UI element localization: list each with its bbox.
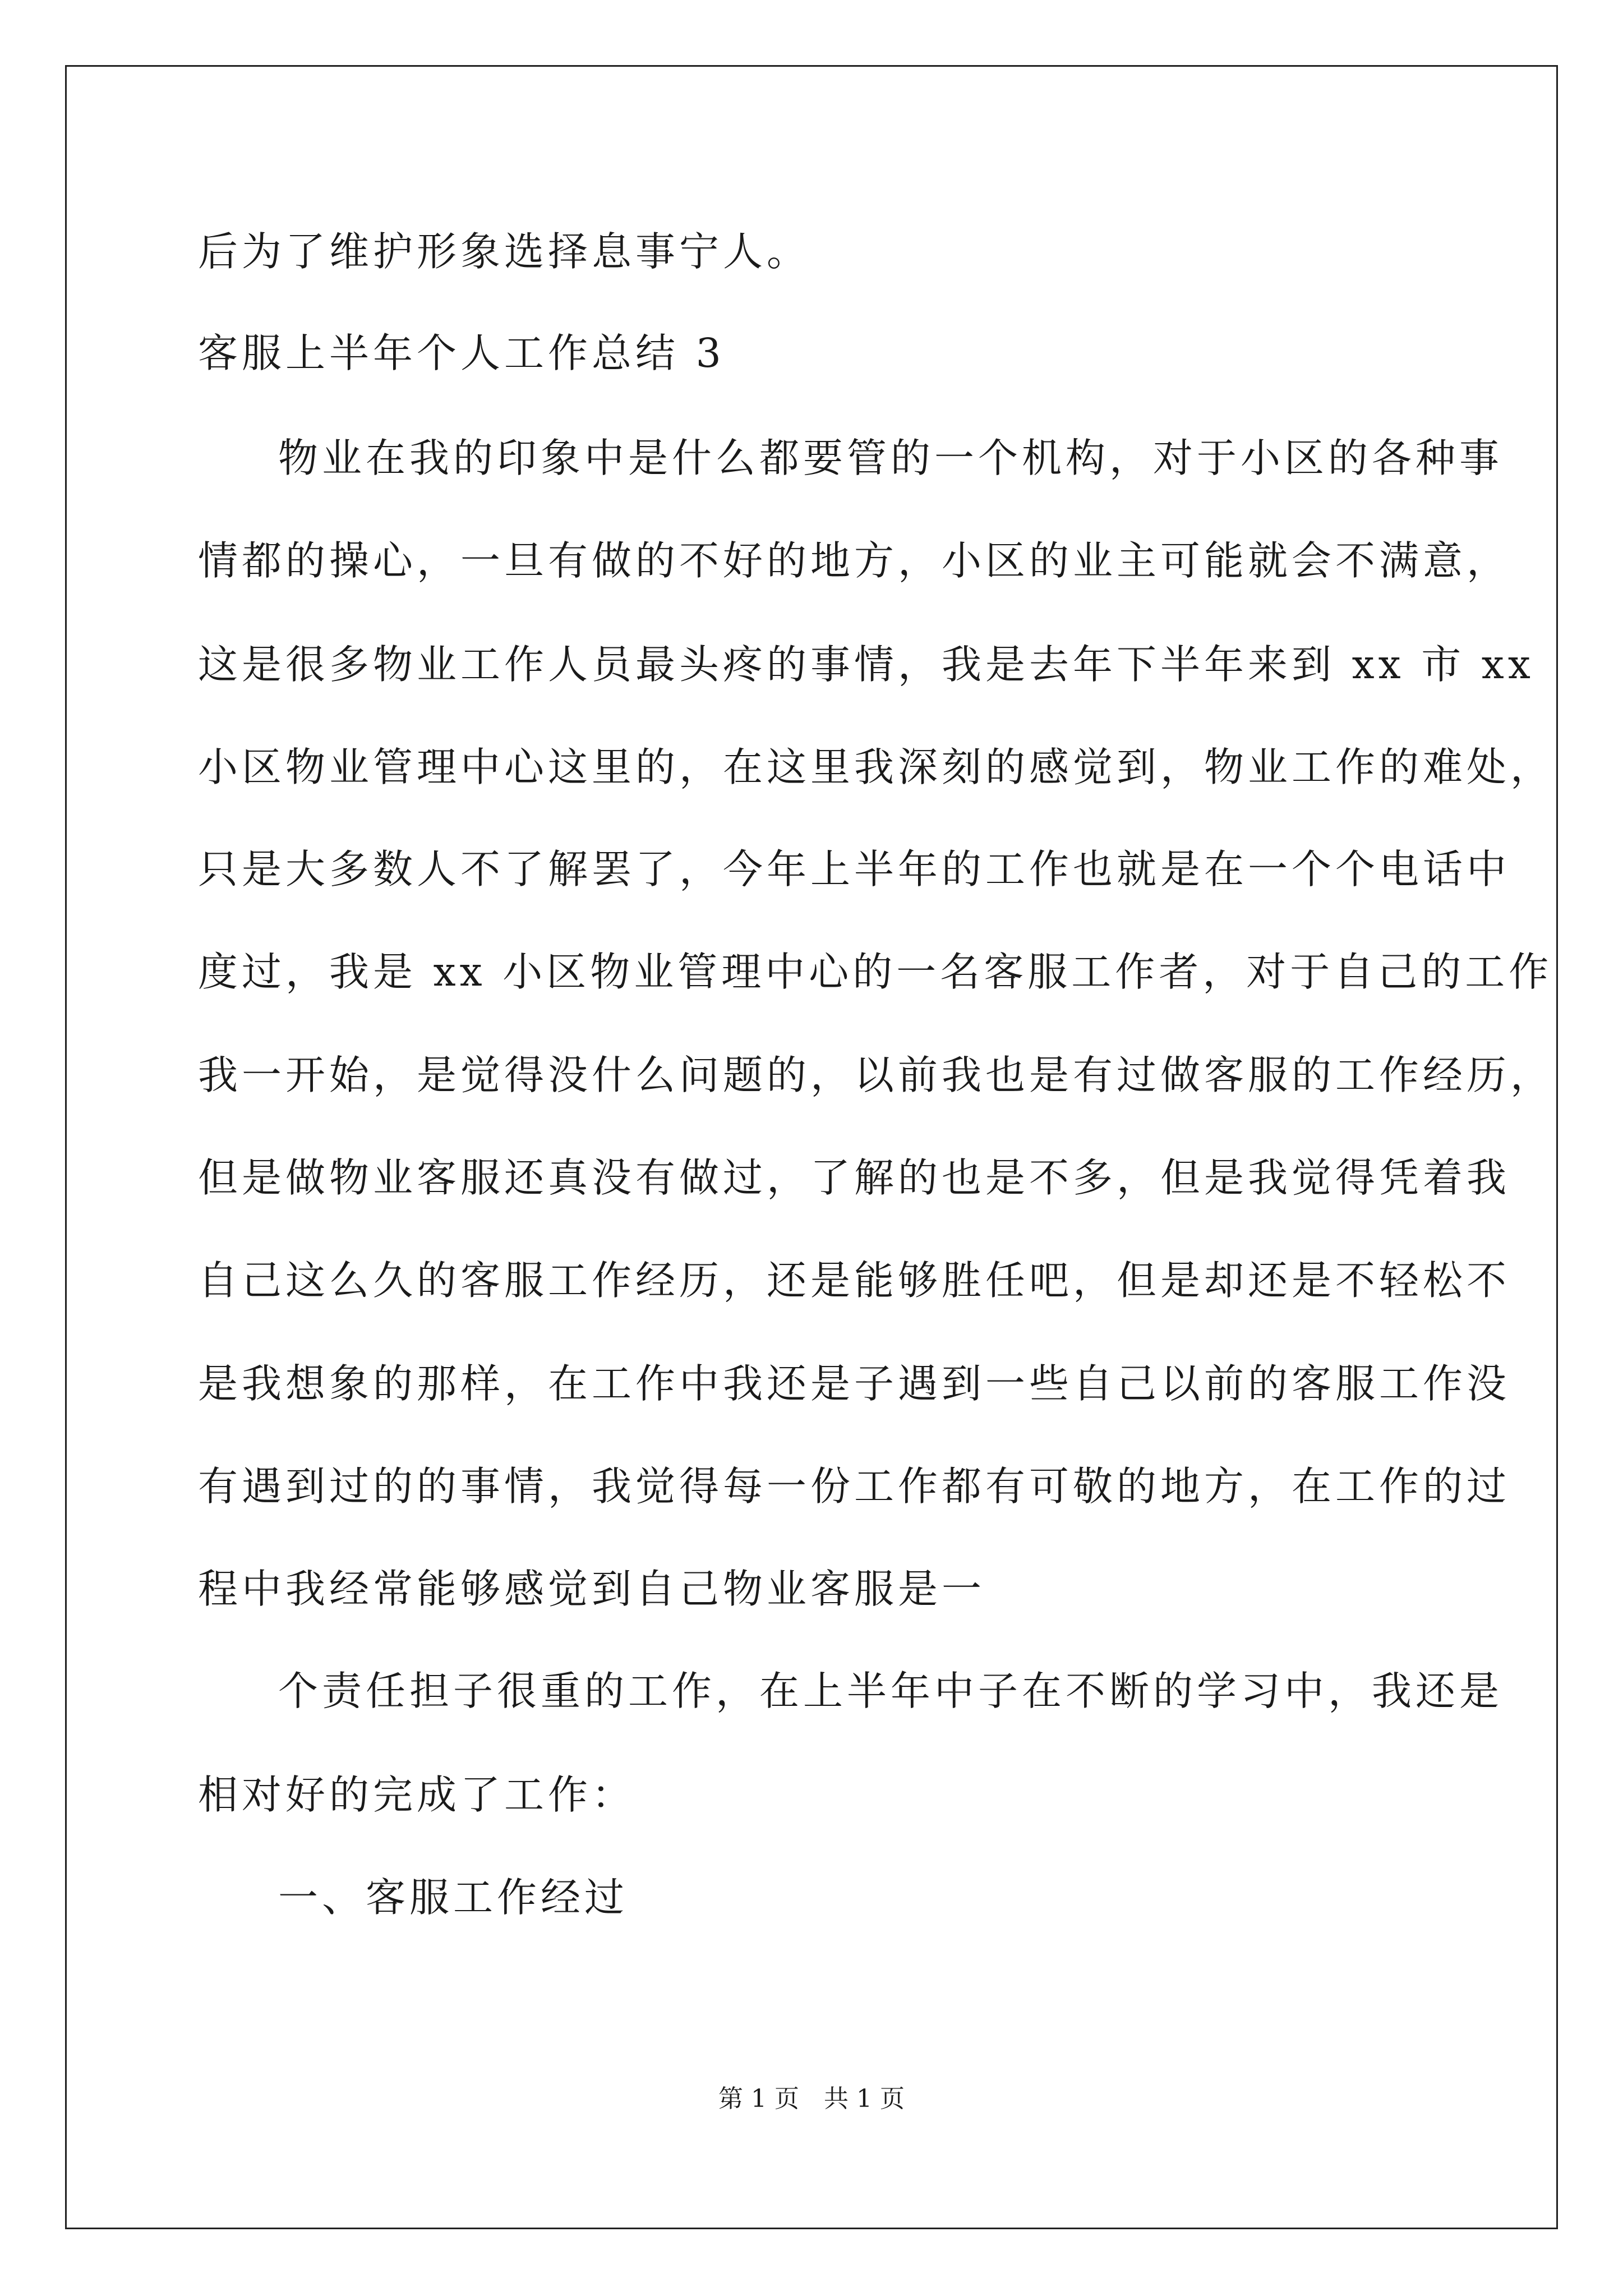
text-line-1: 后为了维护形象选择息事宁人。	[198, 228, 811, 275]
text-line-3: 物业在我的印象中是什么都要管的一个机构，对于小区的各种事	[278, 435, 1504, 481]
text-line-15: 个责任担子很重的工作，在上半年中子在不断的学习中，我还是	[278, 1668, 1504, 1714]
text-line-6: 小区物业管理中心这里的，在这里我深刻的感觉到，物业工作的难处，	[198, 744, 1555, 790]
text-line-10: 但是做物业客服还真没有做过，了解的也是不多，但是我觉得凭着我	[198, 1154, 1511, 1201]
text-line-12: 是我想象的那样，在工作中我还是子遇到一些自己以前的客服工作没	[198, 1360, 1511, 1407]
page-total: 共 1 页	[824, 2085, 905, 2113]
text-line-16: 相对好的完成了工作：	[198, 1772, 636, 1818]
text-line-11: 自己这么久的客服工作经历，还是能够胜任吧，但是却还是不轻松不	[198, 1257, 1511, 1304]
text-line-14: 程中我经常能够感觉到自己物业客服是一	[198, 1566, 986, 1612]
text-line-5: 这是很多物业工作人员最头疼的事情，我是去年下半年来到 xx 市 xx	[198, 641, 1534, 688]
page-footer	[0, 2082, 1623, 2116]
text-line-4: 情都的操心，一旦有做的不好的地方，小区的业主可能就会不满意，	[198, 537, 1511, 584]
text-line-7: 只是大多数人不了解罢了，今年上半年的工作也就是在一个个电话中	[198, 846, 1511, 892]
text-line-9: 我一开始，是觉得没什么问题的，以前我也是有过做客服的工作经历，	[198, 1052, 1555, 1098]
text-line-8: 度过，我是 xx 小区物业管理中心的一名客服工作者，对于自己的工作	[198, 949, 1553, 995]
text-line-13: 有遇到过的的事情，我觉得每一份工作都有可敬的地方，在工作的过	[198, 1463, 1511, 1510]
subsection-heading: 一、客服工作经过	[278, 1874, 629, 1921]
page-number: 第 1 页	[718, 2085, 799, 2113]
section-heading: 客服上半年个人工作总结 3	[198, 330, 725, 376]
